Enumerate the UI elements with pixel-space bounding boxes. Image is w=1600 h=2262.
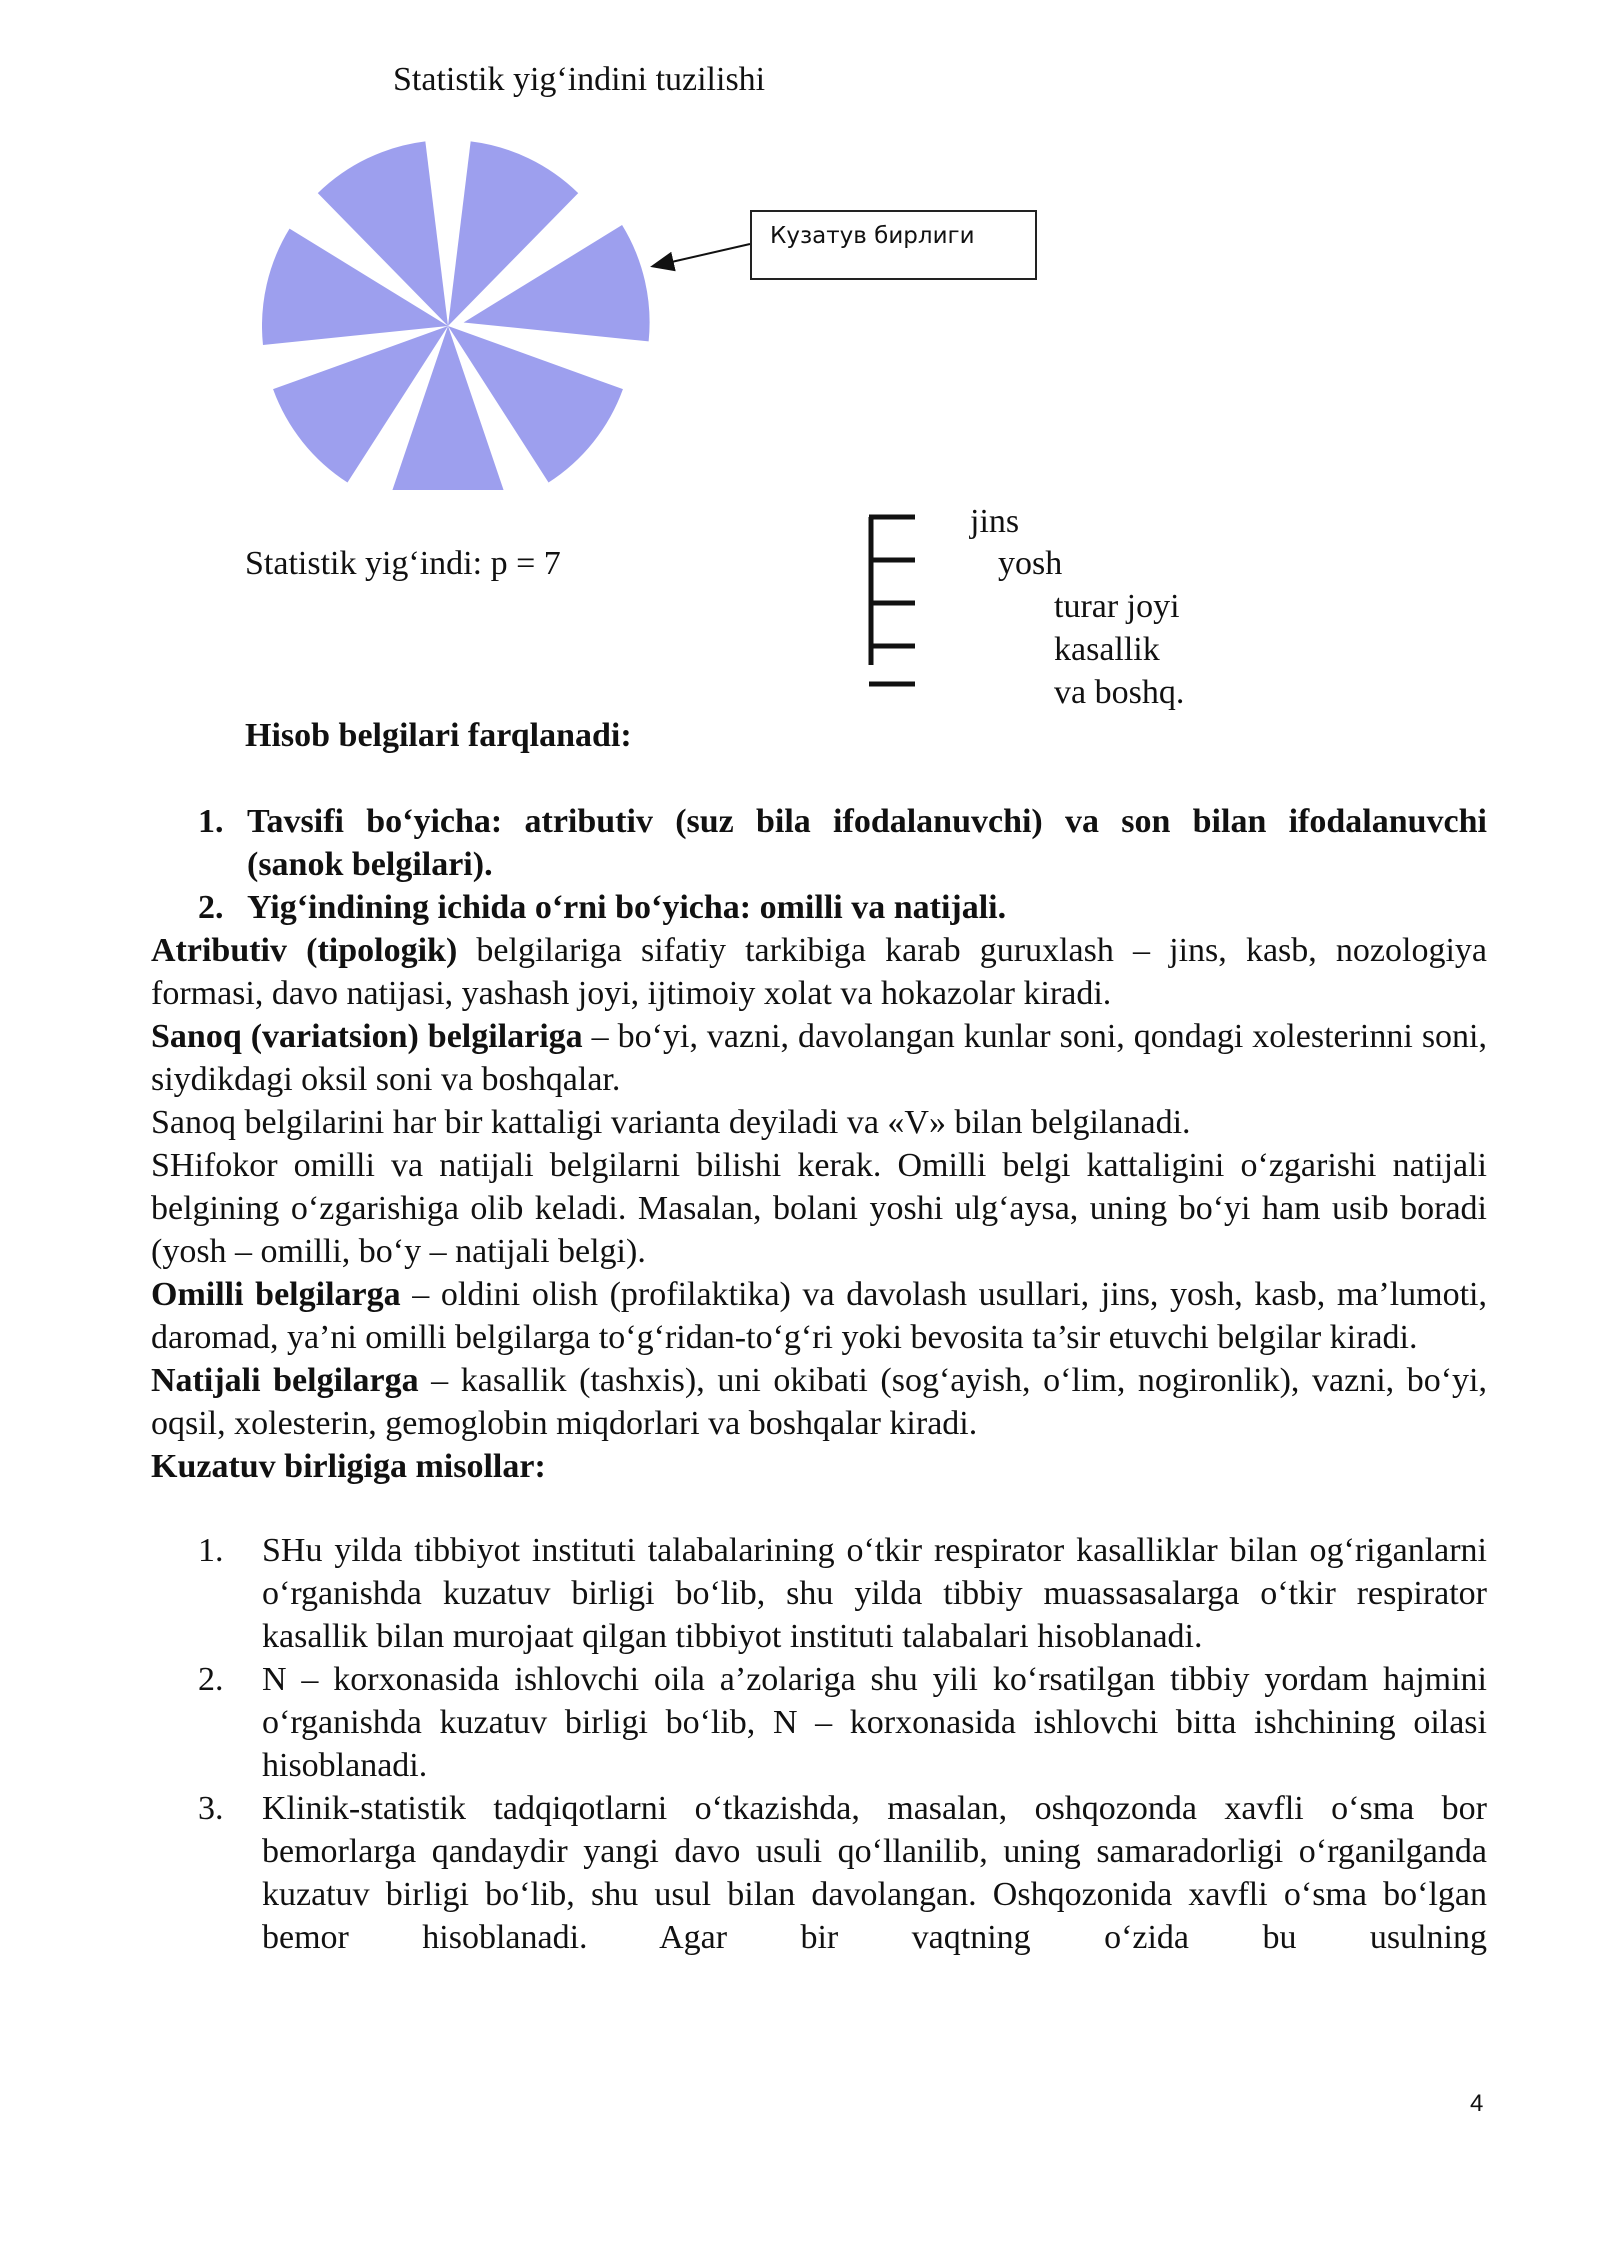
example-text: Klinik-statistik tadqiqotlarni o‘tkazishda, masalan, oshqozonda xavfli o‘sma bor bemorlarga qandaydir yangi davo usuli qo‘llanilib, uning samaradorligi o‘rganilganda kuzatuv birligi bo‘lib, shu usul bilan davolangan. Oshqozonida xavfli o‘sma bo‘lgan bemor hisoblanadi. Agar bir vaqtning o‘zida bu usulning [262, 1790, 1487, 1956]
section-heading: Hisob belgilari farqlanadi: [245, 717, 632, 754]
paragraph-text: – bo‘yi, vazni, davolangan kunlar soni, qondagi xolesterinni soni, siydikdagi oksil soni va boshqalar. [151, 1018, 1487, 1098]
paragraph-lead: Natijali belgilarga [151, 1362, 419, 1399]
example-text: SHu yilda tibbiyot instituti talabalarining o‘tkir respirator kasalliklar bilan og‘riganlarni o‘rganishda kuzatuv birligi bo‘lib, shu yilda tibbiy muassasalarga o‘tkir respirator kasallik bilan murojaat qilgan tibbiyot instituti talabalari hisoblanadi. [262, 1532, 1487, 1655]
paragraph [151, 1015, 1487, 1101]
paragraph [151, 1144, 1487, 1273]
paragraph-lead: Omilli belgilarga [151, 1276, 401, 1313]
paragraph-lead: Atributiv (tipologik) [151, 932, 458, 969]
examples-list [198, 1529, 1487, 1959]
paragraph [151, 1101, 1487, 1144]
example-item [198, 1658, 1487, 1787]
paragraph-text: SHifokor omilli va natijali belgilarni bilishi kerak. Omilli belgi kattaligini o‘zgarishi natijali belgining o‘zgarishiga olib keladi. Masalan, bolani yoshi ulg‘aysa, uning bo‘yi ham usib boradi (yosh – omilli, bo‘y – natijali belgi). [151, 1147, 1487, 1270]
diagram-title: Statistik yig‘indini tuzilishi [393, 61, 766, 98]
population-label: Statistik yig‘indi: p = 7 [245, 545, 561, 582]
page-number: 4 [1470, 2090, 1484, 2117]
list-number: 1. [198, 803, 224, 840]
list-number: 2. [198, 889, 224, 926]
body-text [151, 929, 1487, 1488]
paragraph-text: belgilariga sifatiy tarkibiga karab guruxlash – jins, kasb, nozologiya formasi, davo natijasi, yashash joyi, ijtimoiy xolat va hokazolar kiradi. [151, 932, 1487, 1012]
example-item [198, 1529, 1487, 1658]
feature-item: yosh [998, 545, 1063, 582]
list-item: Yig‘indining ichida o‘rni bo‘yicha: omilli va natijali. [247, 889, 1007, 926]
callout-arrow [640, 230, 760, 280]
list-item-line: (sanok belgilari). [247, 846, 493, 883]
population-pie-diagram [262, 140, 672, 490]
features-bracket [860, 510, 920, 695]
paragraph [151, 1273, 1487, 1359]
example-number: 3. [198, 1790, 224, 1827]
paragraph-text: Sanoq belgilarini har bir kattaligi varianta deyiladi va «V» bilan belgilanadi. [151, 1104, 1191, 1141]
feature-item: turar joyi [1054, 588, 1180, 625]
list-item-line: Tavsifi bo‘yicha: atributiv (suz bila ifodalanuvchi) va son bilan ifodalanuvchi [247, 803, 1487, 840]
example-text: N – korxonasida ishlovchi oila a’zolariga shu yili ko‘rsatilgan tibbiy yordam hajmini o‘rganishda kuzatuv birligi bo‘lib, N – korxonasida ishlovchi bitta ishchining oilasi hisoblanadi. [262, 1661, 1487, 1784]
example-item [198, 1787, 1487, 1959]
list-item [247, 800, 1487, 886]
paragraph-lead: Sanoq (variatsion) belgilariga [151, 1018, 583, 1055]
feature-item: va boshq. [1054, 674, 1185, 711]
example-number: 2. [198, 1661, 224, 1698]
paragraph-text: – oldini olish (profilaktika) va davolash usullari, jins, yosh, kasb, ma’lumoti, daromad, ya’ni omilli belgilarga to‘g‘ridan-to‘g‘ri yoki bevosita ta’sir etuvchi belgilar kiradi. [151, 1276, 1488, 1356]
paragraph [151, 1359, 1487, 1445]
example-number: 1. [198, 1532, 224, 1569]
examples-heading: Kuzatuv birligiga misollar: [151, 1448, 546, 1485]
observation-unit-callout: Кузатув бирлиги [750, 210, 1037, 280]
paragraph [151, 929, 1487, 1015]
feature-item: kasallik [1054, 631, 1160, 668]
feature-item: jins [970, 503, 1020, 540]
paragraph-text: – kasallik (tashxis), uni okibati (sog‘ayish, o‘lim, nogironlik), vazni, bo‘yi, oqsil, xolesterin, gemoglobin miqdorlari va boshqalar kiradi. [151, 1362, 1488, 1442]
